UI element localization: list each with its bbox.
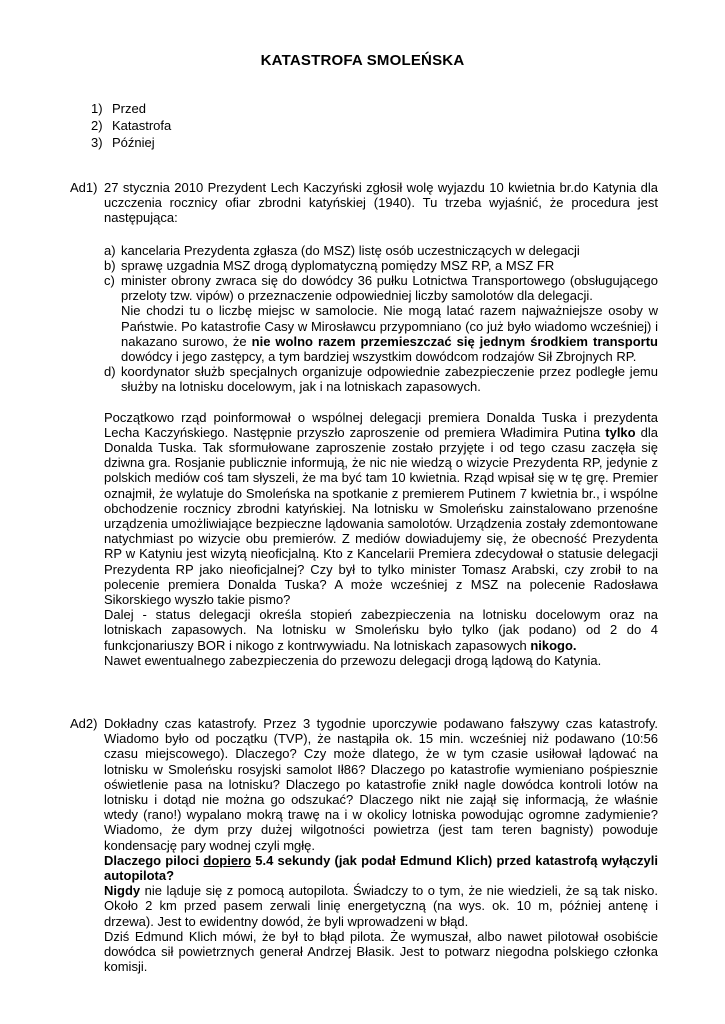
list-text: kancelaria Prezydenta zgłasza (do MSZ) listę osób uczestniczących w delegacji — [121, 242, 580, 258]
toc-label: Katastrofa — [112, 118, 172, 133]
section-body — [104, 180, 658, 668]
list-letter: c) — [104, 273, 115, 289]
paragraph: Nawet ewentualnego zabezpieczenia do przewozu delegacji drogą lądową do Katynia. — [104, 652, 602, 668]
paragraph — [104, 410, 658, 608]
text-run-bold: Dlaczego piloci — [104, 852, 204, 868]
list-item — [104, 273, 658, 364]
list-note-bold: nie wolno razem przemieszczać się jednym środkiem transportu — [251, 333, 658, 349]
text-run-bold: Nigdy — [104, 883, 141, 899]
list-text: minister obrony zwraca się do dowódcy 36 pułku Lotnictwa Transportowego (obsługującego przeloty tzw. vipów) o przeznaczenie odpowiedniej liczby samolotów dla delegacji. — [121, 273, 658, 304]
toc-item — [91, 100, 171, 117]
list-item — [104, 258, 658, 273]
paragraph: 27 stycznia 2010 Prezydent Lech Kaczyński zgłosił wolę wyjazdu 10 kwietnia br.do Katynia dla uczczenia rocznicy ofiar zbrodni katyńskiej (1940). Tu trzeba wyjaśnić, że procedura jest następująca: — [104, 180, 658, 226]
section-ad2 — [70, 716, 658, 974]
list-letter: d) — [104, 364, 116, 380]
list-letter: b) — [104, 257, 116, 273]
section-body — [104, 716, 658, 974]
toc-item — [91, 117, 171, 134]
paragraph: Dokładny czas katastrofy. Przez 3 tygodnie uporczywie podawano fałszywy czas katastrofy. Wiadomo było od początku (TVP), że nastąpiła ok. 15 min. wcześniej niż podawano (10:56 czasu miejscowego). Dlaczego? Czy może dlatego, że w tym czasie usiłował lądować na lotnisku w Smoleńsku rosyjski samolot Ił86? Dlaczego po katastrofie wymieniano pośpiesznie oświetlenie pasa na lotnisku? Dlaczego po katastrofie znikł nagle dowódca kontroli lotów na lotnisku i dotąd nie można go odszukać? Dlaczego nikt nie zajął się informacją, że właśnie wtedy (rano!) wypalano mokrą trawę na i w okolicy lotniska powodując ogromne zadymienie? Wiadomo, że dym przy dużej wilgotności powietrza (jest tam teren bagnisty) powoduje kondensację pary wodnej czyli mgłę. — [104, 716, 658, 853]
list-note: dowódcy i jego zastępcy, a tym bardziej wszystkim dowódcom rodzajów Sił Zbrojnych RP. — [121, 349, 637, 365]
section-label: Ad1) — [70, 180, 98, 195]
procedure-list — [104, 243, 658, 395]
text-run-bold: nikogo. — [530, 637, 577, 653]
paragraph — [104, 607, 658, 653]
toc-item — [91, 134, 171, 151]
toc-number: 3) — [91, 135, 103, 150]
text-run-bold: 5.4 sekundy (jak podał Edmund Klich) przed katastrofą wyłączyli autopilota? — [104, 852, 659, 884]
list-item — [104, 243, 658, 258]
section-label: Ad2) — [70, 716, 98, 731]
paragraph — [104, 883, 658, 929]
text-run: Początkowo rząd poinformował o wspólnej delegacji premiera Donalda Tuska i prezydenta Lecha Kaczyńskiego. Następnie przyszło zaproszenie od premiera Władimira Putina — [104, 409, 658, 440]
list-text: koordynator służb specjalnych organizuje odpowiednie zabezpieczenie przez podległe jemu służby na lotnisku docelowym, jak i na lotniskach zapasowych. — [121, 364, 658, 395]
table-of-contents — [91, 100, 171, 151]
toc-number: 2) — [91, 118, 103, 133]
list-letter: a) — [104, 242, 116, 258]
toc-label: Później — [112, 135, 155, 150]
text-run: Dalej - status delegacji określa stopień zabezpieczenia na lotnisku docelowym oraz na lotniskach zapasowych. Na lotnisku w Smoleńsku było tylko (jak podano) od 2 do 4 funkcjonariuszy BOR i nikogo z kontrwywiadu. Na lotniskach zapasowych — [104, 607, 658, 653]
toc-number: 1) — [91, 101, 103, 116]
text-run: dla Donalda Tuska. Tak sformułowane zaproszenie zostało przyjęte i od tego czasu zaczęła się dziwna gra. Rosjanie publicznie informują, że nic nie wiedzą o wizycie Prezydenta RP, jedynie z polskich mediów coś tam słyszeli, że ma być tam 10 kwietnia. Rząd wpisał się w tę grę. Premier oznajmił, że wylatuje do Smoleńska na spotkanie z premierem Putinem 7 kwietnia br., i wspólne obchodzenie rocznicy zbrodni katyńskiej. Na lotnisku w Smoleńsku zainstalowano przenośne urządzenia umożliwiające bezpieczne lądowania samolotów. Urządzenia zostały zdemontowane natychmiast po wizycie obu premierów. Z mediów dowiadujemy się, że obecność Prezydenta RP w Katyniu jest wizytą nieoficjalną. Kto z Kancelarii Premiera zdecydował o statusie delegacji Prezydenta RP jako nieoficjalnej? Czy był to tylko minister Tomasz Arabski, czy zrobił to na polecenie premiera Donalda Tuska? A może wcześniej z MSZ na polecenie Radosława Sikorskiego wyszło takie pismo? — [104, 424, 658, 608]
list-text: sprawę uzgadnia MSZ drogą dyplomatyczną pomiędzy MSZ RP, a MSZ FR — [121, 257, 555, 273]
text-run-bold: tylko — [605, 424, 636, 440]
paragraph: Dziś Edmund Klich mówi, że był to błąd pilota. Że wymuszał, albo nawet pilotował osobiście dowódca sił powietrznych generał Andrzej Błasik. Jest to potwarz niegodna polskiego członka komisji. — [104, 928, 658, 975]
list-note: Nie chodzi tu o liczbę miejsc w samolocie. Nie mogą latać razem najważniejsze osoby w Państwie. Po katastrofie Casy w Mirosławcu przypomniano (co już było wiadomo wcześniej) i nakazano surowo, że — [121, 303, 658, 349]
page-title: KATASTROFA SMOLEŃSKA — [260, 52, 465, 69]
list-item — [104, 364, 658, 394]
toc-label: Przed — [112, 101, 146, 116]
text-run-underlined: dopiero — [203, 852, 252, 868]
text-run: nie ląduje się z pomocą autopilota. Świadczy to o tym, że nie wiedzieli, że są tak nisko. Około 2 km przed pasem zerwali linię energetyczną (na wys. ok. 10 m, później antenę i drzewa). Jest to ewidentny dowód, że byli wprowadzeni w błąd. — [104, 883, 658, 929]
section-ad1 — [70, 180, 658, 668]
question-paragraph — [104, 853, 658, 883]
